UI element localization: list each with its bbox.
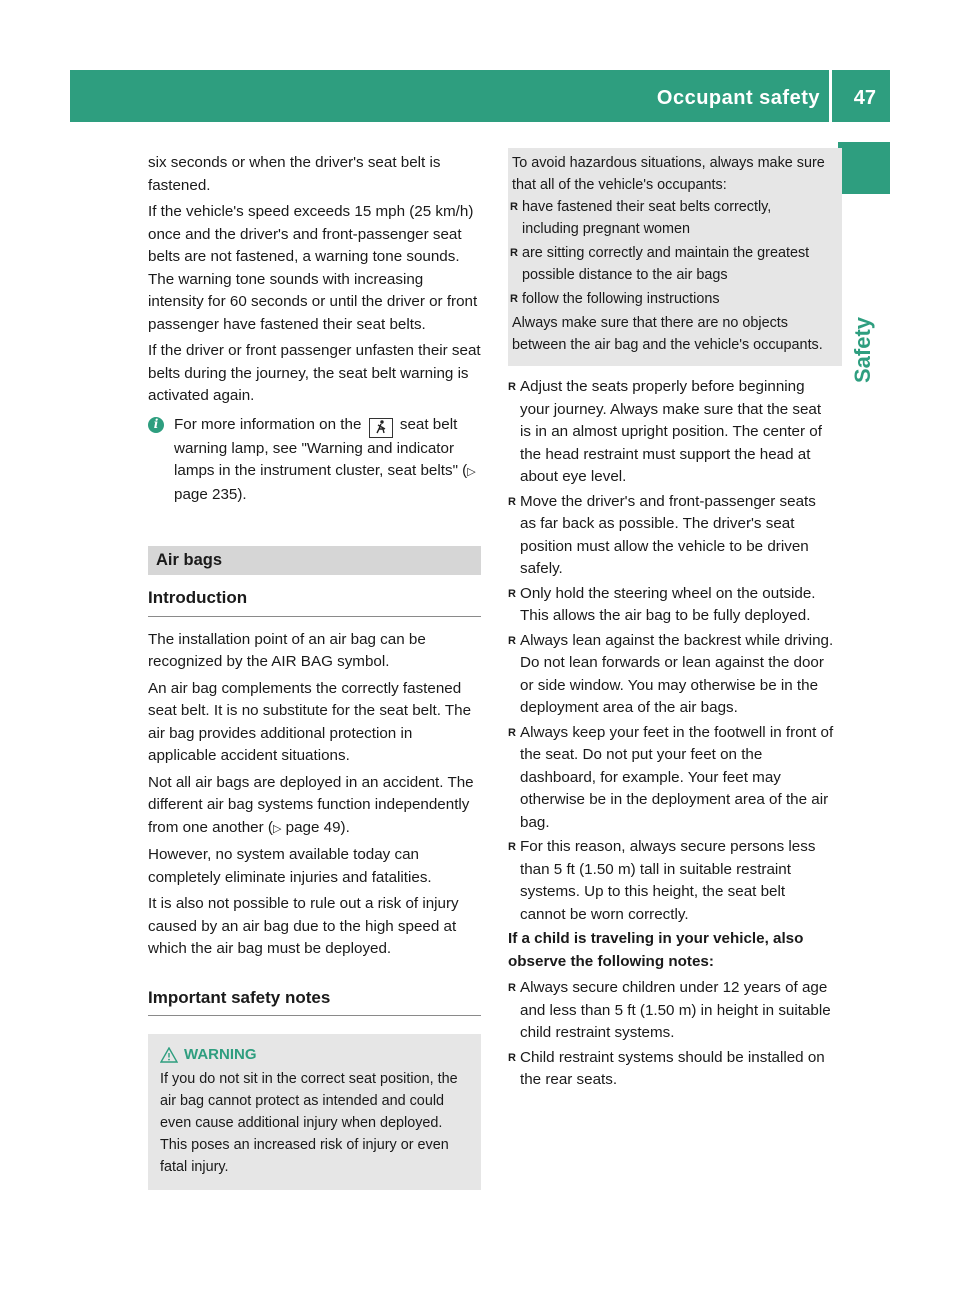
list-item-text: follow the following instructions	[522, 291, 720, 307]
bullet-icon: R	[510, 247, 518, 259]
bullet-icon: R	[508, 495, 516, 508]
bullet-icon: R	[508, 726, 516, 739]
info-note	[148, 414, 481, 507]
child-notes-heading: If a child is traveling in your vehicle, also observe the following notes:	[508, 930, 804, 970]
paragraph: If the driver or front passenger unfasten their seat belts during the journey, the seat belt warning is activated again.	[148, 342, 481, 404]
side-tab-label: Safety	[850, 316, 875, 384]
list-item	[510, 242, 830, 286]
page-number: 47	[853, 87, 876, 109]
list-item	[508, 977, 834, 1045]
subsection-heading: Important safety notes	[148, 987, 481, 1017]
list-item	[510, 196, 830, 240]
header-divider	[829, 70, 832, 122]
paragraph: If the vehicle's speed exceeds 15 mph (25 km/h) once and the driver's and front-passenger seat belts are not fastened, a warning tone sounds. The warning tone sounds with increasing intensity for 60 seconds or until the driver or front passenger have fastened their seat belts.	[148, 203, 478, 333]
paragraph: An air bag complements the correctly fastened seat belt. It is no substitute for the seat belt. The air bag provides additional protection in applicable accident situations.	[148, 679, 472, 764]
header-bar	[70, 70, 890, 122]
paragraph: However, no system available today can completely eliminate injuries and fatalities.	[148, 846, 432, 886]
bullet-icon: R	[510, 201, 518, 213]
list-item	[508, 836, 834, 926]
list-item-text: For this reason, always secure persons less than 5 ft (1.50 m) tall in suitable restraint systems. Up to this height, the seat belt cannot be worn correctly.	[520, 838, 816, 923]
paragraph: six seconds or when the driver's seat belt is fastened.	[148, 154, 441, 194]
page-title: Occupant safety	[656, 87, 820, 109]
paragraph-text: Not all air bags are deployed in an accident. The different air bag systems function independently from one another (	[148, 773, 474, 836]
paragraph	[148, 772, 481, 841]
bullet-icon: R	[508, 381, 516, 393]
hazard-box	[508, 148, 842, 366]
list-item-text: Always keep your feet in the footwell in front of the seat. Do not put your feet on the dashboard, for example. Your feet may otherwise be in the deployment area of the air bag.	[520, 723, 834, 831]
list-item-text: Only hold the steering wheel on the outside. This allows the air bag to be fully deployed.	[520, 584, 816, 624]
list-item-text: have fastened their seat belts correctly, including pregnant women	[522, 199, 772, 237]
list-item	[510, 288, 830, 310]
list-item-text: Always lean against the backrest while driving. Do not lean forwards or lean against the door or side window. You may otherwise be in the deployment area of the air bags.	[520, 631, 834, 716]
list-item-text: are sitting correctly and maintain the greatest possible distance to the air bags	[522, 245, 810, 283]
list-item	[508, 722, 834, 835]
info-icon: i	[148, 417, 164, 433]
hazard-intro: To avoid hazardous situations, always make sure that all of the vehicle's occupants:	[512, 155, 825, 193]
list-item	[508, 630, 834, 720]
page-ref-arrow-icon: ▷	[272, 822, 282, 835]
seat-belt-person-icon	[369, 418, 393, 438]
subsection-heading: Introduction	[148, 587, 481, 617]
hazard-outro: Always make sure that there are no objects between the air bag and the vehicle's occupants.	[512, 315, 823, 353]
list-item-text: Child restraint systems should be installed on the rear seats.	[520, 1048, 825, 1088]
page-ref-link[interactable]: page 235).	[174, 485, 247, 503]
right-column	[508, 152, 834, 1094]
list-item-text: Move the driver's and front-passenger seats as far back as possible. The driver's seat position must allow the vehicle to be driven safely.	[520, 492, 816, 577]
paragraph: It is also not possible to rule out a risk of injury caused by an air bag due to the high speed at which the air bag must be deployed.	[148, 895, 459, 957]
bullet-icon: R	[510, 293, 518, 305]
info-text	[174, 414, 481, 507]
bullet-icon: R	[508, 634, 516, 647]
list-item	[508, 583, 834, 628]
list-item	[508, 491, 834, 581]
side-tab-marker	[838, 142, 890, 194]
list-item-text: Adjust the seats properly before beginning your journey. Always make sure that the seat is in an almost upright position. The center of the head restraint must support the head at about eye level.	[520, 378, 822, 485]
info-text-end: seat belt warning lamp, see "Warning and indicator lamps in the instrument cluster, seat belts" (	[174, 415, 468, 479]
page-ref-link[interactable]: page 49).	[285, 818, 350, 836]
warning-title	[160, 1044, 469, 1066]
warning-text: If you do not sit in the correct seat position, the air bag cannot protect as intended and could even cause additional injury when deployed. This poses an increased risk of injury or even fatal injury.	[160, 1071, 458, 1175]
info-text-start: For more information on the	[174, 415, 362, 433]
bullet-icon: R	[508, 841, 516, 853]
paragraph: The installation point of an air bag can be recognized by the AIR BAG symbol.	[148, 630, 426, 670]
warning-triangle-icon	[160, 1047, 178, 1063]
left-column	[148, 152, 481, 1190]
list-item	[508, 1047, 834, 1092]
section-heading: Air bags	[148, 546, 481, 575]
bullet-icon: R	[508, 1051, 516, 1064]
list-item-text: Always secure children under 12 years of age and less than 5 ft (1.50 m) in height in suitable child restraint systems.	[520, 979, 831, 1041]
list-item	[508, 376, 834, 489]
page-ref-arrow-icon: ▷	[467, 466, 476, 478]
bullet-icon: R	[508, 982, 516, 994]
warning-box	[148, 1034, 481, 1190]
warning-label: WARNING	[184, 1046, 257, 1063]
bullet-icon: R	[508, 587, 516, 600]
